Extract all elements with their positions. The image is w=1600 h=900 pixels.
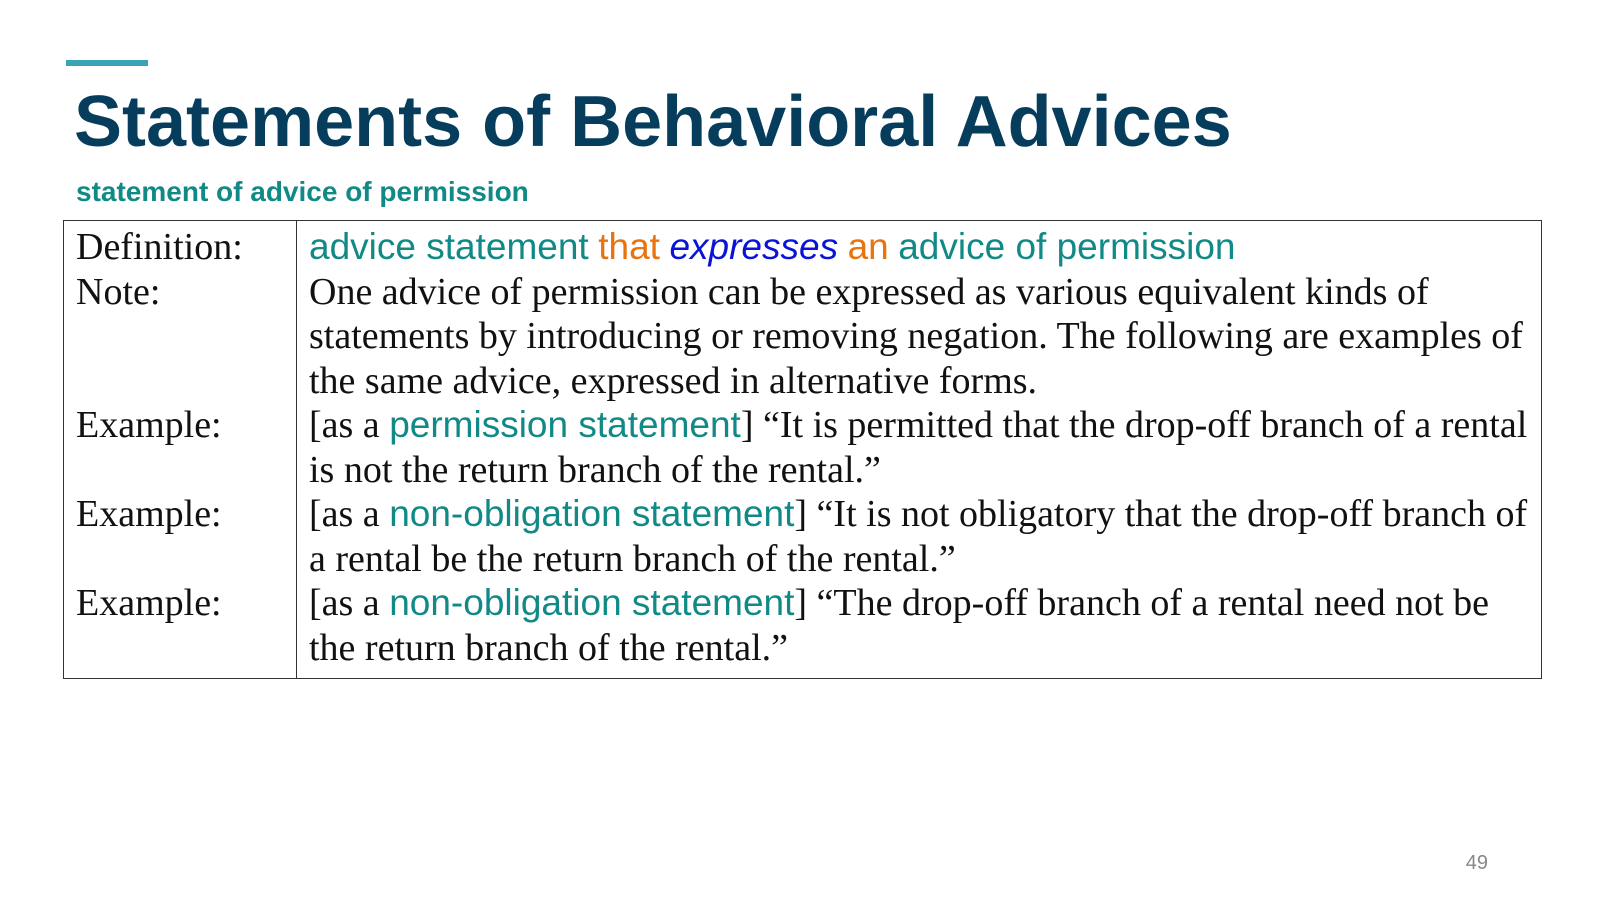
slide-subtitle: statement of advice of permission	[76, 176, 529, 207]
label-column	[64, 221, 297, 678]
example-term: non-obligation statement	[389, 493, 795, 534]
definition-keyword: that	[598, 226, 660, 267]
definition-text	[309, 225, 1529, 270]
example-term: permission statement	[389, 404, 741, 445]
definition-term: advice of permission	[898, 226, 1236, 267]
note-label: Note:	[76, 270, 161, 313]
definition-keyword: an	[847, 226, 889, 267]
content-column	[297, 221, 1541, 678]
title-accent-bar	[66, 60, 148, 66]
example-label: Example:	[76, 404, 222, 446]
example-prefix: [as a	[309, 404, 390, 446]
example-body: ] “It is not obligatory that the drop-off branch of a rental be the return branch of the rental.”	[309, 493, 1528, 580]
definition-term: advice statement	[309, 226, 589, 267]
definition-table	[63, 220, 1542, 679]
example-text	[309, 403, 1529, 492]
page-number: 49	[1465, 852, 1488, 874]
example-prefix: [as a	[309, 493, 390, 535]
definition-verb: expresses	[669, 226, 839, 267]
slide-title: Statements of Behavioral Advices	[74, 82, 1232, 162]
example-text	[309, 581, 1529, 670]
note-text: One advice of permission can be expressed as various equivalent kinds of statements by introducing or removing negation. The following are examples of the same advice, expressed in alternative forms.	[309, 270, 1523, 402]
definition-label: Definition:	[76, 226, 243, 268]
example-prefix: [as a	[309, 582, 390, 624]
example-body: ] “It is permitted that the drop-off branch of a rental is not the return branch of the rental.”	[309, 404, 1528, 491]
example-text	[309, 492, 1529, 581]
example-label: Example:	[76, 493, 222, 535]
example-body: ] “The drop-off branch of a rental need not be the return branch of the rental.”	[309, 582, 1490, 669]
example-term: non-obligation statement	[389, 582, 795, 623]
example-label: Example:	[76, 582, 222, 624]
